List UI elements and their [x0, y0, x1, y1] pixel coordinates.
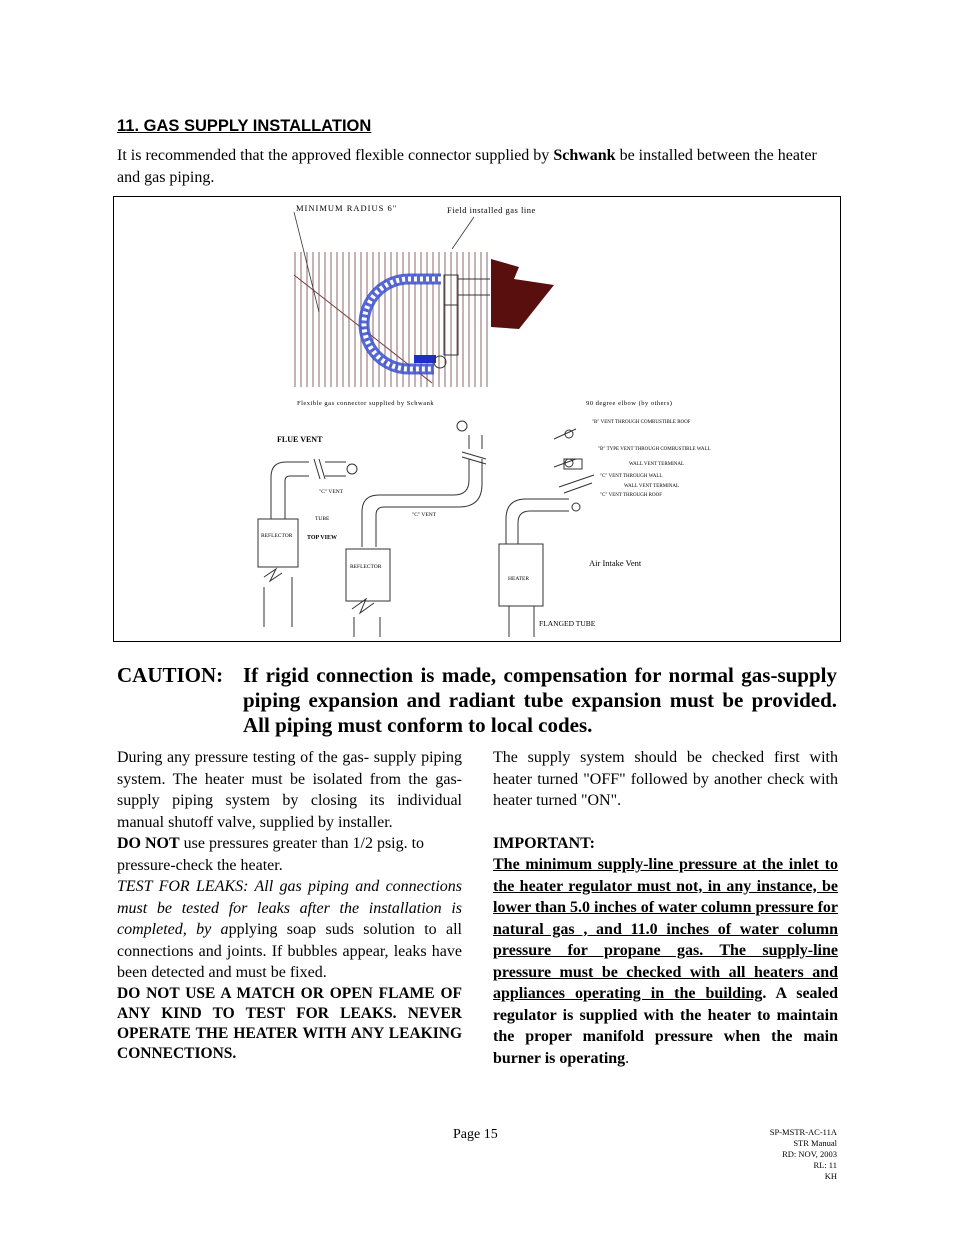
wall-terminal-label-1: WALL VENT TERMINAL [629, 462, 685, 467]
b-type-wall-label: "B" TYPE VENT THROUGH COMBUSTIBLE WALL [598, 447, 711, 452]
do-not-bold: DO NOT [117, 835, 180, 852]
important-paragraph [493, 854, 838, 1069]
caution-text: If rigid connection is made, compensation for normal gas-supply piping expansion and radiant tube expansion must be provided. All piping must conform to local codes. [243, 663, 837, 737]
flue-vent-drawing [258, 421, 486, 637]
gas-line-shape [491, 259, 554, 329]
caution-label: CAUTION: [117, 663, 224, 687]
test-leaks-paragraph [117, 876, 462, 984]
page-number: Page 15 [453, 1127, 498, 1142]
intro-paragraph [117, 145, 837, 188]
tube-label: TUBE [315, 516, 330, 522]
important-heading: IMPORTANT: [493, 834, 595, 852]
min-radius-label: MINIMUM RADIUS 6" [296, 203, 398, 213]
section-heading: 11. GAS SUPPLY INSTALLATION [117, 117, 372, 135]
c-vent-roof-label: "C" VENT THROUGH ROOF [600, 493, 663, 498]
top-view-label: TOP VIEW [307, 535, 337, 541]
ref-line: STR Manual [793, 1138, 837, 1148]
elbow-label: 90 degree elbow (by others) [586, 400, 673, 407]
do-not-paragraph [117, 833, 462, 876]
ref-line: RL: 11 [813, 1160, 837, 1170]
do-not-text: use pressures greater than 1/2 psig. to pressure-check the heater. [117, 835, 425, 874]
flanged-tube-label: FLANGED TUBE [539, 619, 596, 628]
c-vent-label-1: "C" VENT [319, 489, 344, 495]
right-column [493, 747, 838, 1069]
document-reference [770, 1127, 837, 1182]
ref-line: SP-MSTR-AC-11A [769, 1127, 837, 1137]
heater-vent-drawing [499, 429, 594, 637]
brand-name: Schwank [553, 147, 616, 164]
important-rest: . A sealed regulator is supplied with the heater to maintain the proper manifold pressure when the main burner is operating [493, 985, 838, 1067]
test-leaks-text: pplying soap suds solution to all connections and joints. If bubbles appear, leaks have been detected and must be fixed. [117, 921, 462, 981]
diagram-drawing [114, 197, 841, 642]
reflector-label-1: REFLECTOR [261, 533, 293, 539]
reflector-label-2: REFLECTOR [350, 564, 382, 570]
air-intake-label: Air Intake Vent [589, 558, 642, 568]
left-column [117, 747, 462, 1064]
wall-terminal-label-2: WALL VENT TERMINAL [624, 484, 680, 489]
field-gas-line-label: Field installed gas line [447, 205, 536, 215]
important-underlined: The minimum supply-line pressure at the inlet to the heater regulator must not, in any instance, be lower than 5.0 inches of water column pressure for natural gas , and 11.0 inches of water column pressure for propane gas. The supply-line pressure must be checked with all heaters and appliances operating in the building [493, 856, 839, 1002]
ref-line: RD: NOV, 2003 [782, 1149, 837, 1159]
c-vent-label-2: "C" VENT [412, 512, 437, 518]
c-vent-wall-label: "C" VENT THROUGH WALL [600, 474, 663, 479]
pressure-testing-paragraph: During any pressure testing of the gas- supply piping system. The heater must be isolated from the gas-supply piping system by closing its individual manual shutoff valve, supplied by installer. [117, 749, 462, 831]
warning-paragraph: DO NOT USE A MATCH OR OPEN FLAME OF ANY KIND TO TEST FOR LEAKS. NEVER OPERATE THE HEATER WITH ANY LEAKING CONNECTIONS. [117, 984, 462, 1062]
flex-connector-label: Flexible gas connector supplied by Schwank [297, 400, 435, 407]
supply-check-paragraph: The supply system should be checked first with heater turned "OFF" followed by another check with heater turned "ON". [493, 749, 838, 809]
test-leaks-italic: TEST FOR LEAKS: All gas piping and connections must be tested for leaks after the installation is completed, by a [117, 878, 462, 938]
intro-text-end: be installed between the heater and gas piping. [117, 147, 817, 186]
flue-vent-label: FLUE VENT [277, 435, 323, 444]
important-end: . [625, 1049, 630, 1067]
intro-text: It is recommended that the approved flexible connector supplied by [117, 147, 554, 164]
installation-diagram [113, 196, 841, 642]
ref-line: KH [824, 1171, 837, 1181]
b-vent-roof-label: "B" VENT THROUGH COMBUSTIBLE ROOF [592, 420, 691, 425]
heater-label: HEATER [508, 576, 530, 582]
